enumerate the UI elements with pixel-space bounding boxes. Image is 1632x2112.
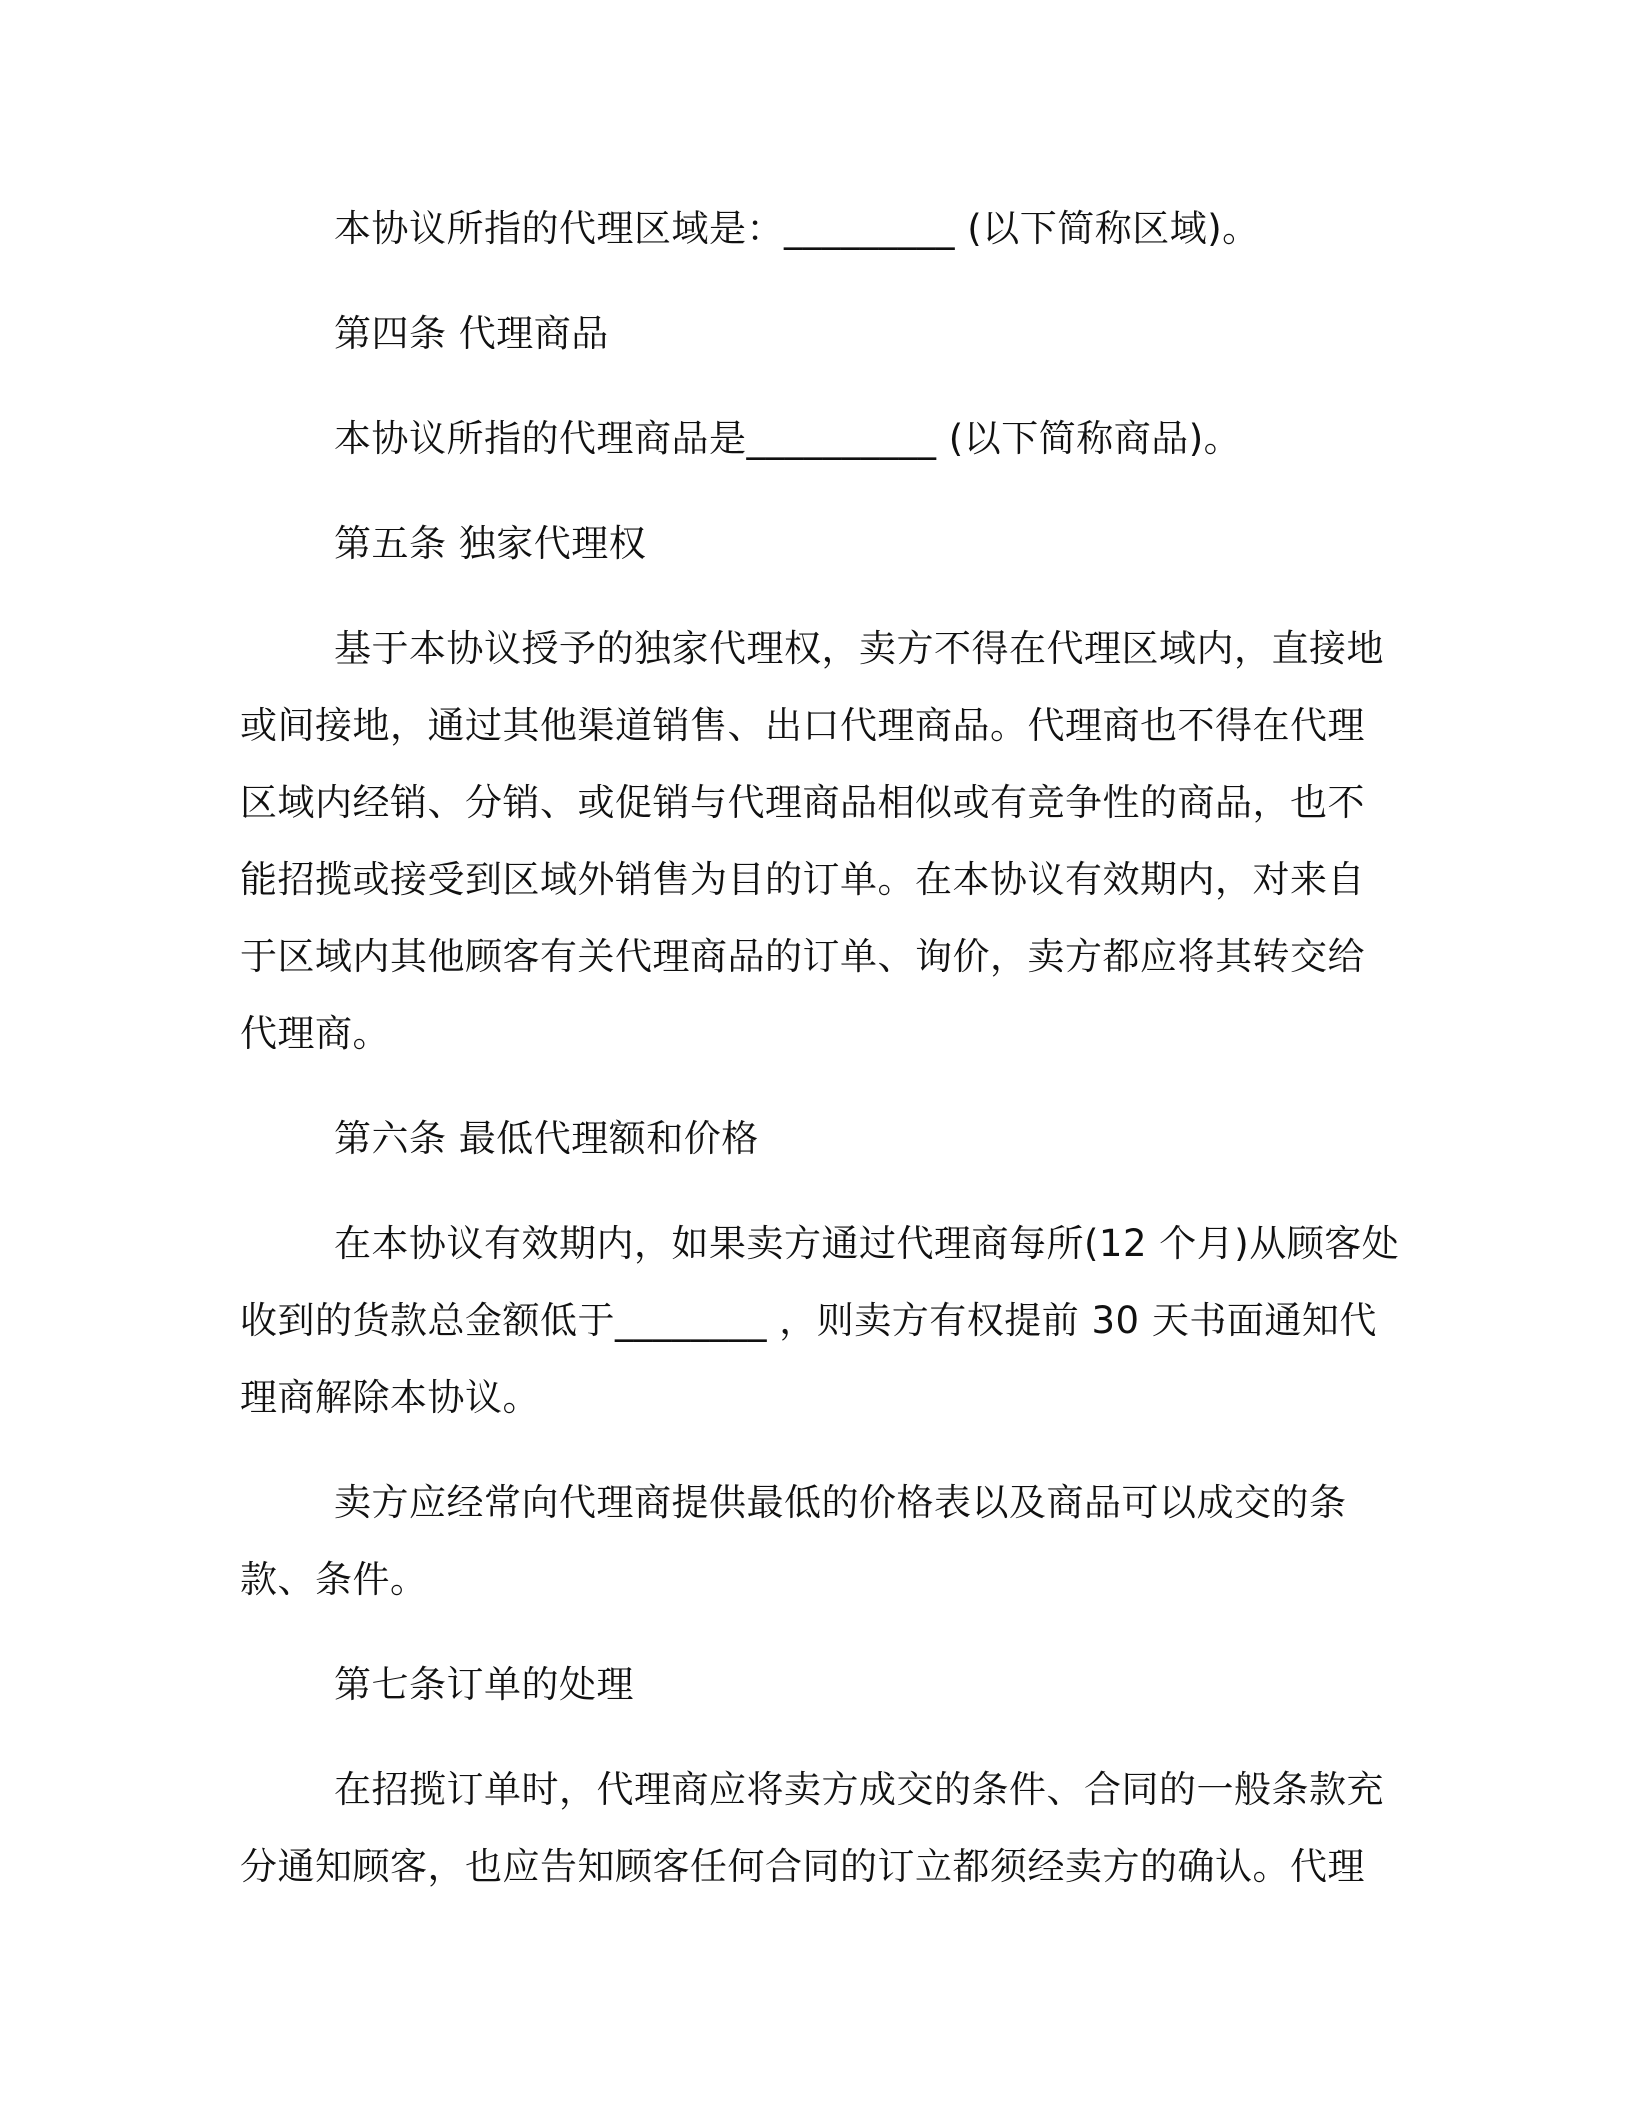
heading-article-4: 第四条 代理商品 bbox=[334, 312, 609, 355]
document-body bbox=[240, 190, 1400, 1905]
paragraph-order-handling: 在招揽订单时，代理商应将卖方成交的条件、合同的一般条款充分通知顾客，也应告知顾客任何合同的订立都须经卖方的确认。代理 bbox=[240, 1768, 1384, 1888]
paragraph-agency-region: 本协议所指的代理区域是：_________ (以下简称区域)。 bbox=[334, 207, 1260, 250]
heading-article-5: 第五条 独家代理权 bbox=[334, 522, 647, 565]
paragraph-minimum-amount: 在本协议有效期内，如果卖方通过代理商每所(12 个月)从顾客处收到的货款总金额低于________ ，则卖方有权提前 30 天书面通知代理商解除本协议。 bbox=[240, 1222, 1400, 1419]
paragraph-agency-goods: 本协议所指的代理商品是__________ (以下简称商品)。 bbox=[334, 417, 1242, 460]
heading-article-7: 第七条订单的处理 bbox=[334, 1663, 634, 1706]
paragraph-exclusive-rights: 基于本协议授予的独家代理权，卖方不得在代理区域内，直接地或间接地，通过其他渠道销售、出口代理商品。代理商也不得在代理区域内经销、分销、或促销与代理商品相似或有竞争性的商品，也不能招揽或接受到区域外销售为目的订单。在本协议有效期内，对来自于区域内其他顾客有关代理商品的订单、询价，卖方都应将其转交给代理商。 bbox=[240, 627, 1384, 1055]
heading-article-6: 第六条 最低代理额和价格 bbox=[334, 1117, 759, 1160]
paragraph-price-list: 卖方应经常向代理商提供最低的价格表以及商品可以成交的条款、条件。 bbox=[240, 1481, 1347, 1601]
